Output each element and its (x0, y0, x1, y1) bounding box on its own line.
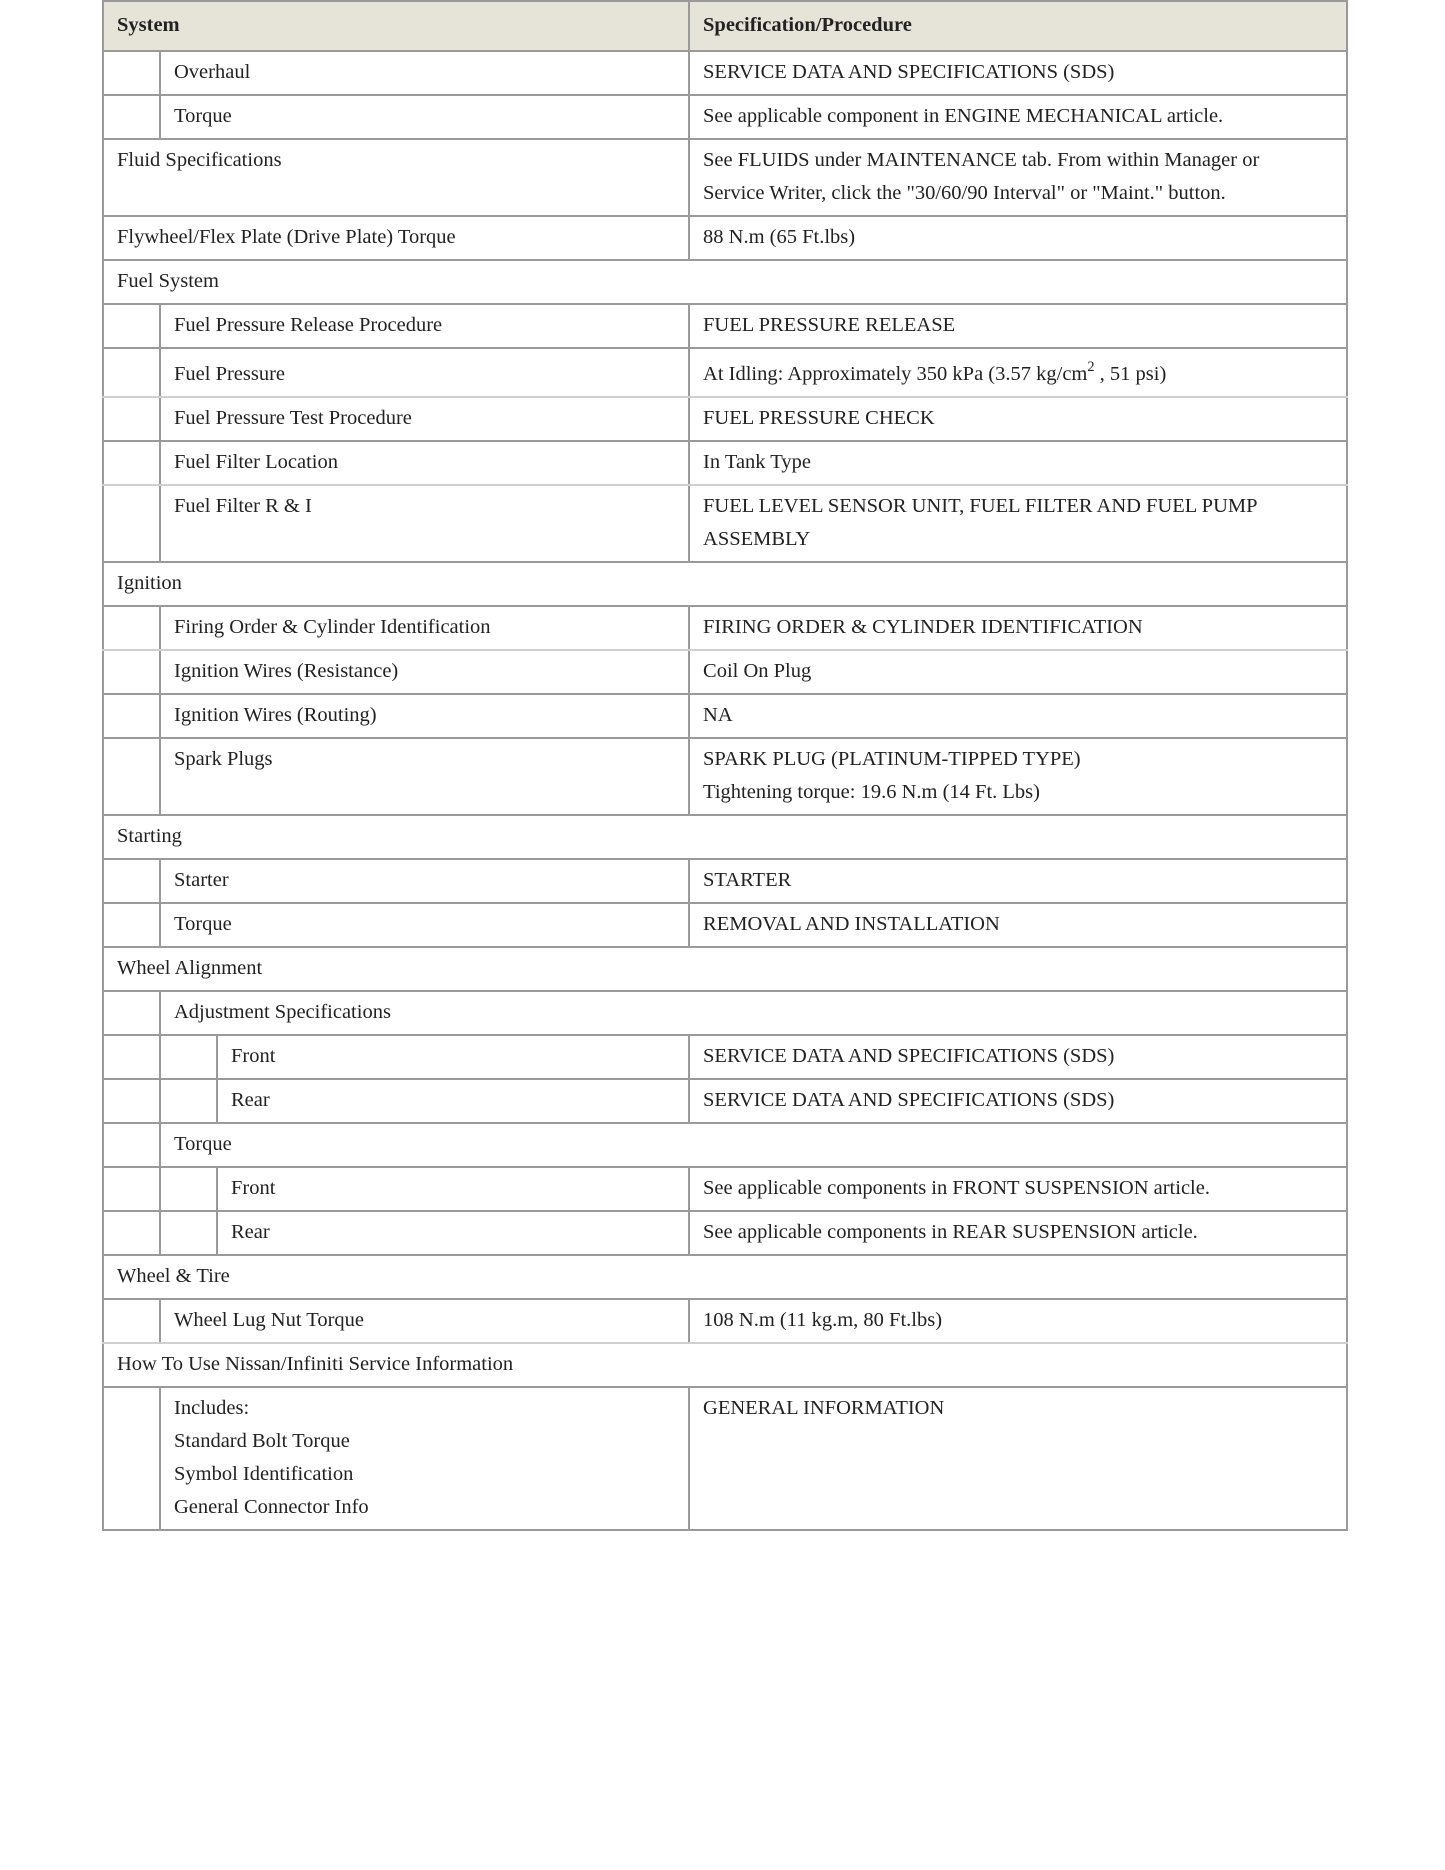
spec-cell: NA (689, 694, 1347, 738)
subsection-row (103, 1123, 1347, 1167)
spec-text: , 51 psi) (1094, 363, 1167, 385)
indent-cell (160, 1035, 217, 1079)
indent-cell (103, 903, 160, 947)
table-row (103, 1035, 1347, 1079)
spec-cell: 108 N.m (11 kg.m, 80 Ft.lbs) (689, 1299, 1347, 1343)
spec-line: Service Writer, click the "30/60/90 Interval" or "Maint." button. (703, 182, 1226, 204)
spec-cell: REMOVAL AND INSTALLATION (689, 903, 1347, 947)
system-cell: Ignition Wires (Resistance) (160, 650, 689, 694)
indent-cell (103, 441, 160, 485)
section-row (103, 947, 1347, 991)
spec-cell: SERVICE DATA AND SPECIFICATIONS (SDS) (689, 1079, 1347, 1123)
table-row (103, 1387, 1347, 1530)
spec-cell: 88 N.m (65 Ft.lbs) (689, 216, 1347, 260)
specification-table (102, 0, 1348, 1531)
system-cell: Spark Plugs (160, 738, 689, 815)
indent-cell (103, 1299, 160, 1343)
spec-cell: FIRING ORDER & CYLINDER IDENTIFICATION (689, 606, 1347, 650)
spec-cell (689, 485, 1347, 562)
section-heading: Ignition (103, 562, 1347, 606)
table-row (103, 1211, 1347, 1255)
system-cell: Fluid Specifications (103, 139, 689, 216)
section-row (103, 562, 1347, 606)
indent-cell (103, 348, 160, 397)
system-cell: Rear (217, 1079, 689, 1123)
system-cell (160, 1387, 689, 1530)
table-row (103, 441, 1347, 485)
indent-cell (103, 859, 160, 903)
table-row (103, 485, 1347, 562)
table-row (103, 606, 1347, 650)
indent-cell (103, 485, 160, 562)
indent-cell (103, 1123, 160, 1167)
spec-cell: SERVICE DATA AND SPECIFICATIONS (SDS) (689, 51, 1347, 95)
spec-text: At Idling: Approximately 350 kPa (3.57 kg/cm (703, 363, 1088, 385)
section-heading: Wheel & Tire (103, 1255, 1347, 1299)
system-cell: Starter (160, 859, 689, 903)
system-cell: Torque (160, 903, 689, 947)
includes-line: General Connector Info (174, 1496, 369, 1518)
spec-line: SPARK PLUG (PLATINUM-TIPPED TYPE) (703, 748, 1081, 770)
spec-cell: Coil On Plug (689, 650, 1347, 694)
section-row (103, 1255, 1347, 1299)
table-row (103, 139, 1347, 216)
table-row (103, 859, 1347, 903)
spec-cell: See applicable component in ENGINE MECHANICAL article. (689, 95, 1347, 139)
section-heading: Wheel Alignment (103, 947, 1347, 991)
table-row (103, 304, 1347, 348)
table-row (103, 650, 1347, 694)
includes-line: Symbol Identification (174, 1463, 354, 1485)
indent-cell (103, 606, 160, 650)
table-header-row (103, 1, 1347, 51)
table-row (103, 51, 1347, 95)
spec-cell: GENERAL INFORMATION (689, 1387, 1347, 1530)
system-cell: Wheel Lug Nut Torque (160, 1299, 689, 1343)
subsection-row (103, 991, 1347, 1035)
spec-line: Tightening torque: 19.6 N.m (14 Ft. Lbs) (703, 781, 1040, 803)
indent-cell (103, 650, 160, 694)
spec-line: ASSEMBLY (703, 528, 811, 550)
system-cell: Front (217, 1167, 689, 1211)
subsection-heading: Adjustment Specifications (160, 991, 1347, 1035)
spec-cell: FUEL PRESSURE RELEASE (689, 304, 1347, 348)
spec-cell (689, 738, 1347, 815)
indent-cell (103, 397, 160, 441)
table-row (103, 348, 1347, 397)
table-row (103, 1299, 1347, 1343)
spec-line: FUEL LEVEL SENSOR UNIT, FUEL FILTER AND FUEL PUMP (703, 495, 1258, 517)
indent-cell (103, 1167, 160, 1211)
system-cell: Overhaul (160, 51, 689, 95)
system-cell: Fuel Pressure Release Procedure (160, 304, 689, 348)
spec-cell (689, 139, 1347, 216)
table-row (103, 1167, 1347, 1211)
section-heading: Fuel System (103, 260, 1347, 304)
indent-cell (103, 1035, 160, 1079)
includes-line: Includes: (174, 1397, 250, 1419)
indent-cell (103, 991, 160, 1035)
system-cell: Front (217, 1035, 689, 1079)
section-row (103, 260, 1347, 304)
spec-column-header: Specification/Procedure (689, 1, 1347, 51)
system-cell: Fuel Filter Location (160, 441, 689, 485)
system-cell: Rear (217, 1211, 689, 1255)
subsection-heading: Torque (160, 1123, 1347, 1167)
table-row (103, 694, 1347, 738)
indent-cell (103, 738, 160, 815)
includes-line: Standard Bolt Torque (174, 1430, 350, 1452)
section-row (103, 1343, 1347, 1387)
indent-cell (160, 1167, 217, 1211)
indent-cell (103, 1211, 160, 1255)
spec-line: See FLUIDS under MAINTENANCE tab. From within Manager or (703, 149, 1260, 171)
system-cell: Fuel Pressure Test Procedure (160, 397, 689, 441)
table-row (103, 216, 1347, 260)
spec-cell: In Tank Type (689, 441, 1347, 485)
indent-cell (103, 304, 160, 348)
table-row (103, 95, 1347, 139)
indent-cell (160, 1211, 217, 1255)
section-heading: How To Use Nissan/Infiniti Service Information (103, 1343, 1347, 1387)
system-cell: Firing Order & Cylinder Identification (160, 606, 689, 650)
spec-cell: SERVICE DATA AND SPECIFICATIONS (SDS) (689, 1035, 1347, 1079)
system-cell: Flywheel/Flex Plate (Drive Plate) Torque (103, 216, 689, 260)
system-cell: Torque (160, 95, 689, 139)
table-row (103, 1079, 1347, 1123)
spec-cell: STARTER (689, 859, 1347, 903)
spec-cell: See applicable components in FRONT SUSPENSION article. (689, 1167, 1347, 1211)
indent-cell (103, 1079, 160, 1123)
indent-cell (160, 1079, 217, 1123)
indent-cell (103, 95, 160, 139)
indent-cell (103, 1387, 160, 1530)
table-row (103, 738, 1347, 815)
table-row (103, 397, 1347, 441)
spec-cell: See applicable components in REAR SUSPENSION article. (689, 1211, 1347, 1255)
table-row (103, 903, 1347, 947)
system-cell: Fuel Filter R & I (160, 485, 689, 562)
system-column-header: System (103, 1, 689, 51)
superscript: 2 (1087, 358, 1095, 375)
indent-cell (103, 694, 160, 738)
section-heading: Starting (103, 815, 1347, 859)
spec-cell: FUEL PRESSURE CHECK (689, 397, 1347, 441)
system-cell: Ignition Wires (Routing) (160, 694, 689, 738)
indent-cell (103, 51, 160, 95)
system-cell: Fuel Pressure (160, 348, 689, 397)
spec-cell (689, 348, 1347, 397)
section-row (103, 815, 1347, 859)
